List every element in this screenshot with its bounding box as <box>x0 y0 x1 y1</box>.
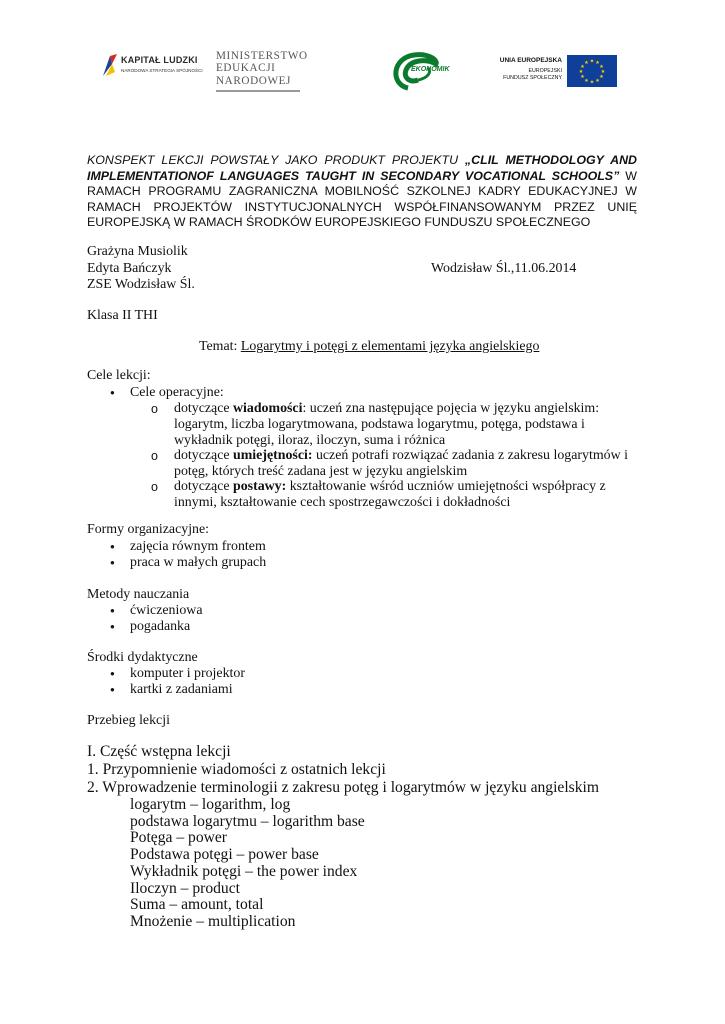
kapital-ludzki-tagline: NARODOWA STRATEGIA SPÓJNOŚCI <box>121 68 203 73</box>
kapital-ludzki-emblem-icon <box>103 54 117 76</box>
svg-text:★: ★ <box>580 74 585 80</box>
unia-europejska-logo <box>490 55 620 87</box>
project-title: „CLIL METHODOLOGY AND IMPLEMENTATIONOF LANGUAGES TAUGHT IN SECONDARY VOCATIONAL SCHOOLS” <box>87 153 637 183</box>
kapital-ludzki-name: KAPITAŁ LUDZKI <box>121 55 198 65</box>
goal-knowledge-pre: dotyczące <box>174 401 233 416</box>
course-section: I. Część wstępna lekcji <box>87 743 231 760</box>
ministerstwo-line-2: EDUKACJI <box>216 62 276 75</box>
eu-line-2: EUROPEJSKI <box>528 68 562 74</box>
term-1: logarytm – logarithm, log <box>130 796 291 813</box>
ministerstwo-rule <box>216 90 300 92</box>
goal-skills-pre: dotyczące <box>174 448 233 463</box>
ministerstwo-line-3: NARODOWEJ <box>216 74 292 87</box>
project-prefix: KONSPEKT LEKCJI POWSTAŁY JAKO PRODUKT PROJEKTU <box>87 153 465 167</box>
forms-item-2: praca w małych grupach <box>130 555 267 570</box>
author-1: Grażyna Musiolik <box>87 244 188 259</box>
bullet-icon: ● <box>110 388 115 397</box>
ministerstwo-line-1: MINISTERSTWO <box>216 50 308 62</box>
bullet-icon: ● <box>110 685 115 694</box>
svg-text:★: ★ <box>580 64 585 70</box>
svg-text:★: ★ <box>589 58 595 65</box>
place-date: Wodzisław Śl.,11.06.2014 <box>431 261 577 276</box>
term-3: Potęga – power <box>130 829 228 846</box>
term-5: Wykładnik potęgi – the power index <box>130 863 358 880</box>
eu-flag-icon <box>567 55 617 87</box>
circle-bullet-icon: o <box>151 480 158 494</box>
methods-item-2: pogadanka <box>130 619 191 634</box>
term-6: Iloczyn – product <box>130 880 240 897</box>
circle-bullet-icon: o <box>151 449 158 463</box>
eu-line-3: FUNDUSZ SPOŁECZNY <box>503 75 562 81</box>
topic-title: Logarytmy i potęgi z elementami języka angielskiego <box>240 339 540 354</box>
goal-attitude-text: kształtowanie wśród uczniów umiejętności współpracy z innymi, kształtowanie cech spostrzegawczości i dokładności <box>174 479 606 511</box>
svg-text:★: ★ <box>595 60 600 66</box>
svg-text:★: ★ <box>595 78 600 84</box>
goals-operational: Cele operacyjne: <box>130 385 224 400</box>
term-2: podstawa logarytmu – logarithm base <box>130 813 365 830</box>
term-7: Suma – amount, total <box>130 896 264 913</box>
bullet-icon: ● <box>110 622 115 631</box>
goal-knowledge-key: wiadomości <box>233 401 303 416</box>
topic-line <box>199 339 539 355</box>
ekonomik-logo <box>388 50 460 94</box>
svg-text:★: ★ <box>584 60 589 66</box>
bullet-icon: ● <box>110 542 115 551</box>
kapital-ludzki-logo <box>103 52 205 82</box>
svg-text:★: ★ <box>589 79 595 86</box>
bullet-icon: ● <box>110 669 115 678</box>
topic-label: Temat: <box>199 339 241 354</box>
svg-text:★: ★ <box>600 69 606 75</box>
svg-text:★: ★ <box>584 78 589 84</box>
course-step-2: 2. Wprowadzenie terminologii z zakresu potęg i logarytmów w języku angielskim <box>87 779 599 796</box>
ekonomik-name: EKONOMIK <box>411 66 450 73</box>
goal-knowledge-text: : uczeń zna następujące pojęcia w języku angielskim: logarytm, liczba logarytmowana, podstawa logarytmu, potęga, podstawa i wykładnik potęgi, iloraz, iloczyn, suma i różnica <box>174 401 600 449</box>
methods-item-1: ćwiczeniowa <box>130 603 203 618</box>
eu-title: UNIA EUROPEJSKA <box>499 57 562 64</box>
means-item-1: komputer i projektor <box>130 666 245 681</box>
author-school: ZSE Wodzisław Śl. <box>87 277 195 292</box>
term-4: Podstawa potęgi – power base <box>130 846 319 863</box>
goals-heading: Cele lekcji: <box>87 368 151 383</box>
goal-skills-text: uczeń potrafi rozwiązać zadania z zakresu logarytmów i potęg, których treść zadana jest w języku angielskim <box>174 448 628 480</box>
forms-heading: Formy organizacyjne: <box>87 522 210 537</box>
circle-bullet-icon: o <box>151 402 158 416</box>
means-item-2: kartki z zadaniami <box>130 682 233 697</box>
goal-skills-key: umiejętności: <box>233 448 313 463</box>
means-heading: Środki dydaktyczne <box>87 650 198 665</box>
ministerstwo-logo <box>216 50 308 98</box>
class-label: Klasa II THI <box>87 308 158 323</box>
goal-skills <box>174 448 644 480</box>
bullet-icon: ● <box>110 606 115 615</box>
goal-attitude-key: postawy: <box>233 479 287 494</box>
forms-item-1: zajęcia równym frontem <box>130 539 266 554</box>
project-heading <box>87 153 637 231</box>
bullet-icon: ● <box>110 558 115 567</box>
author-2: Edyta Bańczyk <box>87 261 172 276</box>
project-suffix: W RAMACH PROGRAMU ZAGRANICZNA MOBILNOŚĆ SZKOLNEJ KADRY EDUKACYJNEJ W RAMACH PROJEKTÓW INSTYTUCJONALNYCH WSPÓŁFINANSOWANYM PRZEZ UNIĘ EUROPEJSKĄ W RAMACH ŚRODKÓW EUROPEJSKIEGO FUNDUSZU SPOŁECZNEGO <box>87 168 637 229</box>
course-step-1: 1. Przypomnienie wiadomości z ostatnich lekcji <box>87 761 386 778</box>
svg-text:★: ★ <box>599 74 604 80</box>
goal-attitude <box>174 479 644 511</box>
goal-knowledge <box>174 401 644 450</box>
course-heading: Przebieg lekcji <box>87 713 170 728</box>
term-8: Mnożenie – multiplication <box>130 913 296 930</box>
methods-heading: Metody nauczania <box>87 587 190 602</box>
goal-attitude-pre: dotyczące <box>174 479 233 494</box>
svg-text:★: ★ <box>578 69 584 75</box>
svg-text:★: ★ <box>599 64 604 70</box>
